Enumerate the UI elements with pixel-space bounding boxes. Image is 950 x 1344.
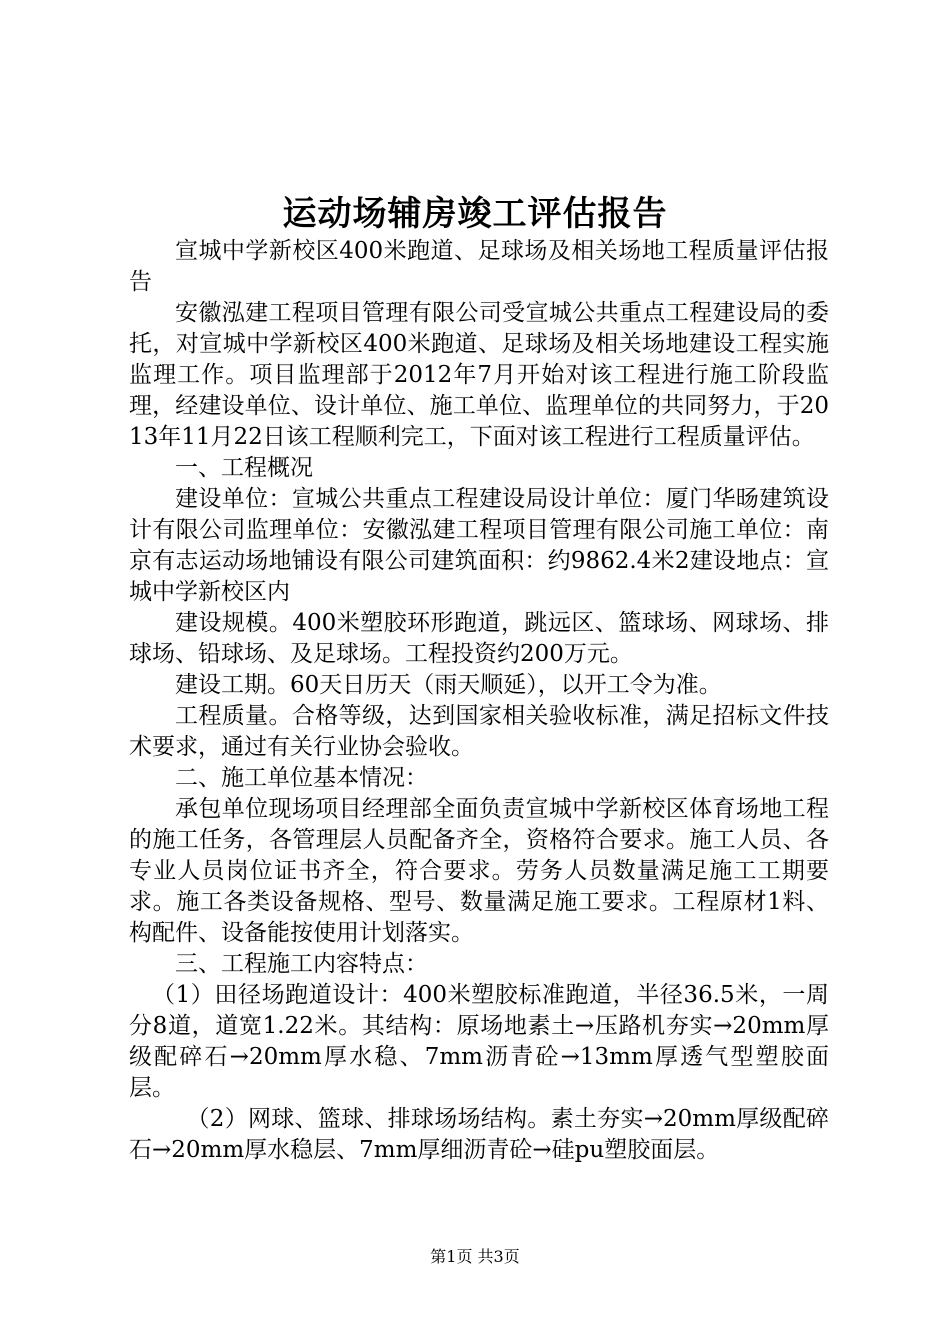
paragraph-units: 建设单位：宣城公共重点工程建设局设计单位：厦门华旸建筑设计有限公司监理单位：安徽泓建工程项目管理有限公司施工单位：南京有志运动场地铺设有限公司建筑面积：约9862.4米2建设地点：宣城中学新校区内	[129, 486, 829, 605]
paragraph-court-structure: （2）网球、篮球、排球场场结构。素土夯实→20mm厚级配碎石→20mm厚水稳层、7mm厚细沥青砼→硅pu塑胶面层。	[129, 1106, 829, 1163]
section-heading-overview: 一、工程概况	[175, 455, 313, 481]
page-title: 运动场辅房竣工评估报告	[282, 194, 668, 234]
paragraph-scale: 建设规模。400米塑胶环形跑道，跳远区、篮球场、网球场、排球场、铅球场、及足球场。工程投资约200万元。	[129, 610, 829, 667]
paragraph-intro: 安徽泓建工程项目管理有限公司受宣城公共重点工程建设局的委托，对宣城中学新校区400米跑道、足球场及相关场地建设工程实施监理工作。项目监理部于2012年7月开始对该工程进行施工阶段监理，经建设单位、设计单位、施工单位、监理单位的共同努力，于2013年11月22日该工程顺利完工，下面对该工程进行工程质量评估。	[129, 300, 829, 450]
document-body	[129, 236, 829, 1166]
section-heading-features: 三、工程施工内容特点：	[175, 951, 428, 977]
paragraph-subtitle: 宣城中学新校区400米跑道、足球场及相关场地工程质量评估报告	[129, 238, 829, 295]
paragraph-contractor: 承包单位现场项目经理部全面负责宣城中学新校区体育场地工程的施工任务，各管理层人员配备齐全，资格符合要求。施工人员、各专业人员岗位证书齐全，符合要求。劳务人员数量满足施工工期要求。施工各类设备规格、型号、数量满足施工要求。工程原材1料、构配件、设备能按使用计划落实。	[129, 796, 829, 946]
paragraph-quality: 工程质量。合格等级，达到国家相关验收标准，满足招标文件技术要求，通过有关行业协会验收。	[129, 703, 829, 760]
page-footer: 第1页 共3页	[430, 1247, 520, 1266]
paragraph-duration: 建设工期。60天日历天（雨天顺延），以开工令为准。	[175, 672, 722, 698]
section-heading-contractor: 二、施工单位基本情况：	[175, 765, 428, 791]
paragraph-track-design: （1）田径场跑道设计：400米塑胶标准跑道，半径36.5米，一周分8道，道宽1.22米。其结构：原场地素土→压路机夯实→20mm厚级配碎石→20mm厚水稳、7mm沥青砼→13mm厚透气型塑胶面层。	[129, 982, 829, 1101]
